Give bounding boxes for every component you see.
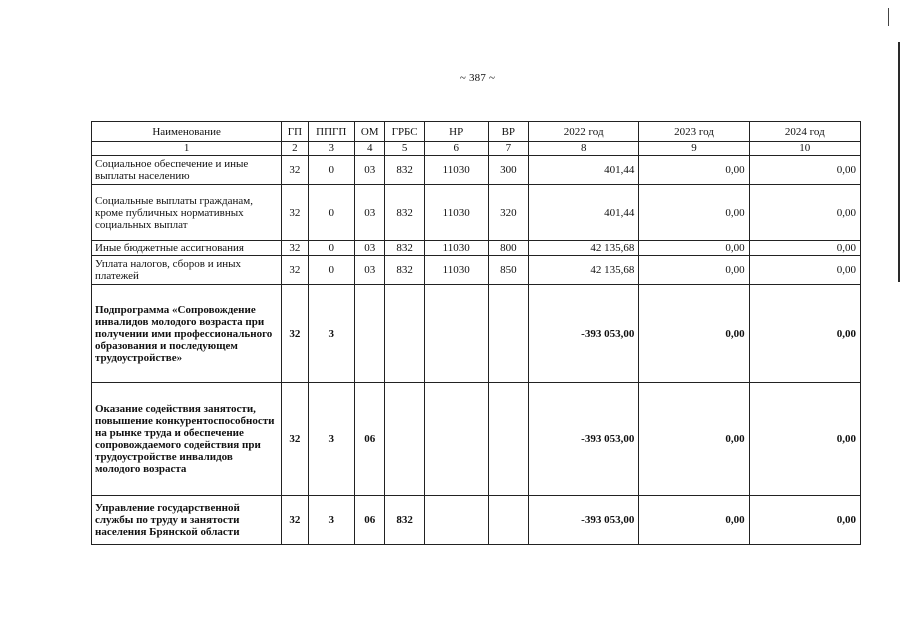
- cell-2024: 0,00: [749, 185, 860, 241]
- cell-vr: 800: [488, 241, 528, 256]
- table-row: [92, 383, 861, 496]
- cell-2022: 42 135,68: [529, 256, 639, 285]
- index-cell: 8: [529, 142, 639, 156]
- header-name: Наименование: [92, 122, 282, 142]
- index-cell: 7: [488, 142, 528, 156]
- index-cell: 6: [424, 142, 488, 156]
- index-cell: 2: [282, 142, 308, 156]
- header-om: ОМ: [355, 122, 385, 142]
- cell-ppgp: 0: [308, 256, 355, 285]
- cell-om: 06: [355, 496, 385, 545]
- header-vr: ВР: [488, 122, 528, 142]
- cell-2024: 0,00: [749, 496, 860, 545]
- row-name: Социальные выплаты гражданам, кроме публичных нормативных социальных выплат: [92, 185, 282, 241]
- cell-grbs: [385, 383, 424, 496]
- cell-2023: 0,00: [639, 285, 749, 383]
- cell-ppgp: 3: [308, 496, 355, 545]
- table-row: [92, 185, 861, 241]
- row-name: Социальное обеспечение и иные выплаты населению: [92, 156, 282, 185]
- cell-2023: 0,00: [639, 256, 749, 285]
- cell-nr: 11030: [424, 185, 488, 241]
- table-row: [92, 285, 861, 383]
- cell-nr: [424, 383, 488, 496]
- index-cell: 10: [749, 142, 860, 156]
- cell-nr: [424, 285, 488, 383]
- row-name: Управление государственной службы по труду и занятости населения Брянской области: [92, 496, 282, 545]
- cell-gp: 32: [282, 156, 308, 185]
- cell-2022: 401,44: [529, 156, 639, 185]
- cell-2023: 0,00: [639, 383, 749, 496]
- cell-om: [355, 285, 385, 383]
- cell-nr: 11030: [424, 256, 488, 285]
- index-cell: 1: [92, 142, 282, 156]
- cell-gp: 32: [282, 241, 308, 256]
- row-name: Оказание содействия занятости, повышение конкурентоспособности на рынке труда и обеспечение сопровождаемого содействия при трудоустройстве инвалидов молодого возраста: [92, 383, 282, 496]
- header-nr: НР: [424, 122, 488, 142]
- cell-ppgp: 0: [308, 185, 355, 241]
- budget-table: [91, 121, 861, 545]
- header-gp: ГП: [282, 122, 308, 142]
- cell-vr: [488, 383, 528, 496]
- table-row: [92, 156, 861, 185]
- cell-2023: 0,00: [639, 156, 749, 185]
- index-row: [92, 142, 861, 156]
- cell-om: 03: [355, 241, 385, 256]
- header-2022: 2022 год: [529, 122, 639, 142]
- cell-om: 06: [355, 383, 385, 496]
- cell-2022: -393 053,00: [529, 496, 639, 545]
- header-2023: 2023 год: [639, 122, 749, 142]
- index-cell: 5: [385, 142, 424, 156]
- cell-grbs: 832: [385, 496, 424, 545]
- cell-grbs: [385, 285, 424, 383]
- cell-nr: 11030: [424, 156, 488, 185]
- cell-2022: -393 053,00: [529, 383, 639, 496]
- cell-nr: 11030: [424, 241, 488, 256]
- header-grbs: ГРБС: [385, 122, 424, 142]
- cell-gp: 32: [282, 383, 308, 496]
- cell-2023: 0,00: [639, 496, 749, 545]
- cell-vr: 300: [488, 156, 528, 185]
- cell-vr: 850: [488, 256, 528, 285]
- cell-2022: 401,44: [529, 185, 639, 241]
- row-name: Подпрограмма «Сопровождение инвалидов молодого возраста при получении ими профессионального образования и последующем трудоустройстве»: [92, 285, 282, 383]
- cell-vr: [488, 285, 528, 383]
- header-row: [92, 122, 861, 142]
- cell-2023: 0,00: [639, 241, 749, 256]
- table-row: [92, 241, 861, 256]
- cell-2024: 0,00: [749, 156, 860, 185]
- header-ppgp: ППГП: [308, 122, 355, 142]
- cell-2024: 0,00: [749, 241, 860, 256]
- table-row: [92, 496, 861, 545]
- cell-2024: 0,00: [749, 383, 860, 496]
- cell-vr: [488, 496, 528, 545]
- index-cell: 3: [308, 142, 355, 156]
- cell-grbs: 832: [385, 185, 424, 241]
- index-cell: 9: [639, 142, 749, 156]
- table-row: [92, 256, 861, 285]
- cell-ppgp: 3: [308, 285, 355, 383]
- cell-2024: 0,00: [749, 285, 860, 383]
- cell-gp: 32: [282, 185, 308, 241]
- cell-om: 03: [355, 156, 385, 185]
- cell-gp: 32: [282, 256, 308, 285]
- header-2024: 2024 год: [749, 122, 860, 142]
- cell-ppgp: 0: [308, 156, 355, 185]
- scan-corner-mark: [888, 8, 895, 26]
- cell-ppgp: 0: [308, 241, 355, 256]
- index-cell: 4: [355, 142, 385, 156]
- cell-2023: 0,00: [639, 185, 749, 241]
- cell-grbs: 832: [385, 256, 424, 285]
- cell-vr: 320: [488, 185, 528, 241]
- cell-grbs: 832: [385, 156, 424, 185]
- cell-2024: 0,00: [749, 256, 860, 285]
- cell-om: 03: [355, 185, 385, 241]
- cell-nr: [424, 496, 488, 545]
- cell-om: 03: [355, 256, 385, 285]
- row-name: Уплата налогов, сборов и иных платежей: [92, 256, 282, 285]
- cell-gp: 32: [282, 496, 308, 545]
- cell-2022: -393 053,00: [529, 285, 639, 383]
- cell-2022: 42 135,68: [529, 241, 639, 256]
- page-number: ~ 387 ~: [459, 72, 496, 84]
- cell-ppgp: 3: [308, 383, 355, 496]
- row-name: Иные бюджетные ассигнования: [92, 241, 282, 256]
- cell-grbs: 832: [385, 241, 424, 256]
- cell-gp: 32: [282, 285, 308, 383]
